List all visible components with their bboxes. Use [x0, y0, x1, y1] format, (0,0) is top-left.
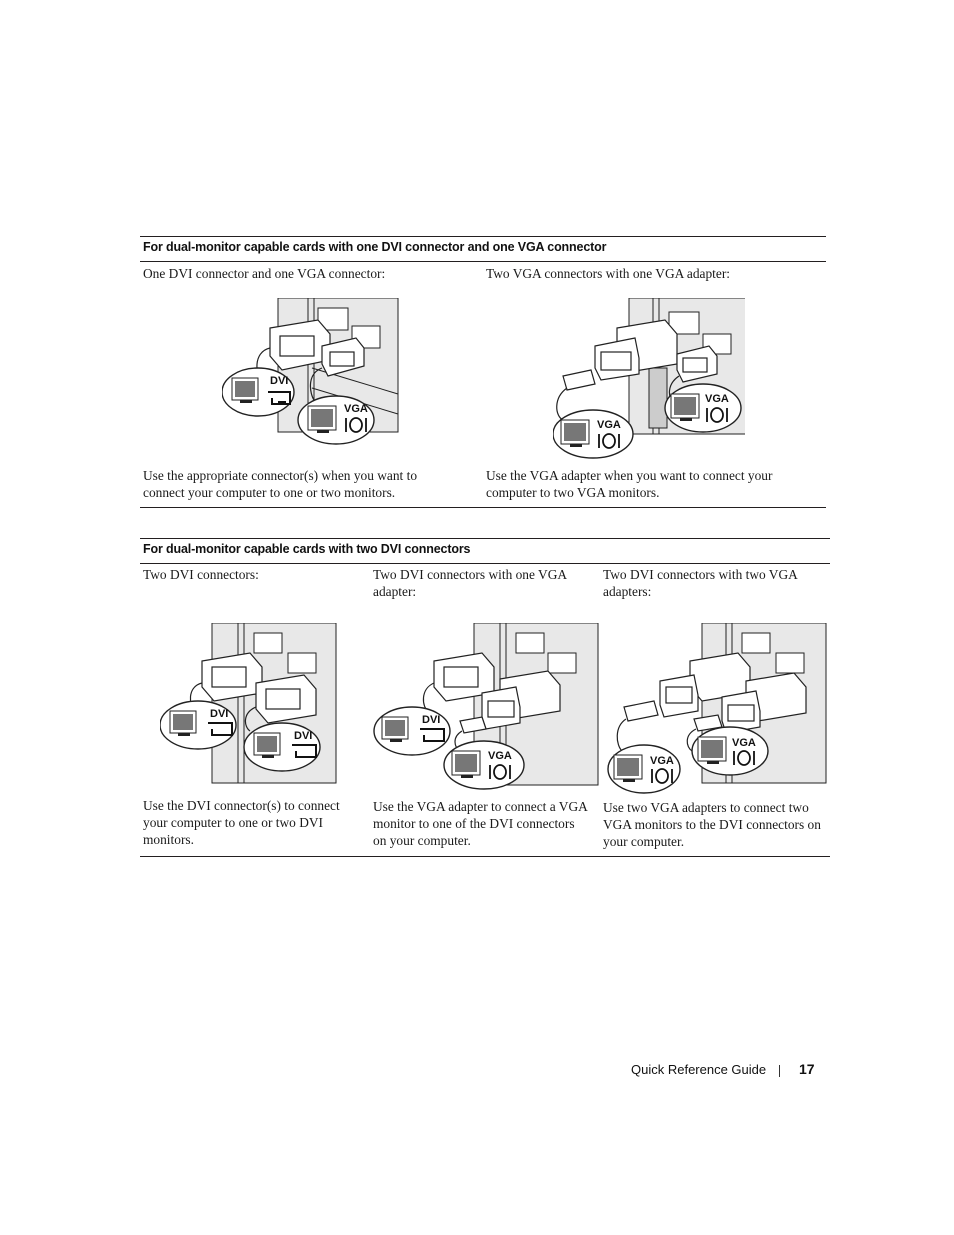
- section2-col3-description: Use two VGA adapters to connect two VGA monitors to the DVI connectors on your computer.: [603, 800, 821, 849]
- monitor-icon: [444, 741, 524, 789]
- section1-bottom-rule: [140, 507, 826, 508]
- section1-col2-description: Use the VGA adapter when you want to connect your computer to two VGA monitors.: [486, 468, 773, 500]
- section1-col2-caption: Two VGA connectors with one VGA adapter:: [486, 266, 731, 281]
- figure-two-dvi-one-adapter: [370, 623, 600, 793]
- section1-col1-description: Use the appropriate connector(s) when you want to connect your computer to one or two monitors.: [143, 468, 418, 500]
- section2-bottom-rule: [140, 856, 830, 857]
- badge-label: DVI: [422, 714, 441, 726]
- badge-label: VGA: [732, 737, 756, 749]
- footer-separator: [779, 1065, 780, 1077]
- section2-col2-caption: Two DVI connectors with one VGA adapter:: [373, 567, 567, 599]
- monitor-icon: [298, 396, 374, 444]
- monitor-icon: [553, 410, 633, 458]
- monitor-icon: [244, 723, 320, 771]
- figure-vga-and-vga-adapter: [553, 298, 745, 460]
- badge-label: VGA: [344, 403, 368, 415]
- section1-top-rule: [140, 236, 826, 237]
- badge-label: VGA: [597, 419, 621, 431]
- page-number: 17: [799, 1061, 815, 1077]
- footer-guide-title: Quick Reference Guide: [631, 1062, 767, 1077]
- section2-col1-caption: Two DVI connectors:: [143, 567, 259, 582]
- figure-dvi-and-vga: [222, 298, 404, 446]
- badge-label: DVI: [270, 375, 289, 387]
- badge-label: DVI: [210, 708, 229, 720]
- section1-heading: For dual-monitor capable cards with one DVI connector and one VGA connector: [143, 240, 607, 254]
- section2-header-rule: [140, 563, 830, 564]
- monitor-icon: [222, 368, 294, 416]
- badge-label: VGA: [705, 393, 729, 405]
- section2-col1-description: Use the DVI connector(s) to connect your computer to one or two DVI monitors.: [143, 798, 340, 847]
- monitor-icon: [692, 727, 768, 775]
- section1-col1-caption: One DVI connector and one VGA connector:: [143, 266, 386, 281]
- figure-two-dvi-two-adapters: [606, 623, 828, 795]
- monitor-icon: [374, 707, 450, 755]
- monitor-icon: [160, 701, 236, 749]
- badge-label: VGA: [650, 755, 674, 767]
- section2-col2-description: Use the VGA adapter to connect a VGA monitor to one of the DVI connectors on your computer.: [373, 799, 588, 848]
- figure-two-dvi: [160, 623, 340, 785]
- badge-label: VGA: [488, 750, 512, 762]
- section1-header-rule: [140, 261, 826, 262]
- monitor-icon: [665, 384, 741, 432]
- monitor-icon: [608, 745, 680, 793]
- section2-heading: For dual-monitor capable cards with two DVI connectors: [143, 542, 471, 556]
- section2-col3-caption: Two DVI connectors with two VGA adapters:: [603, 567, 798, 599]
- section2-top-rule: [140, 538, 830, 539]
- badge-label: DVI: [294, 730, 313, 742]
